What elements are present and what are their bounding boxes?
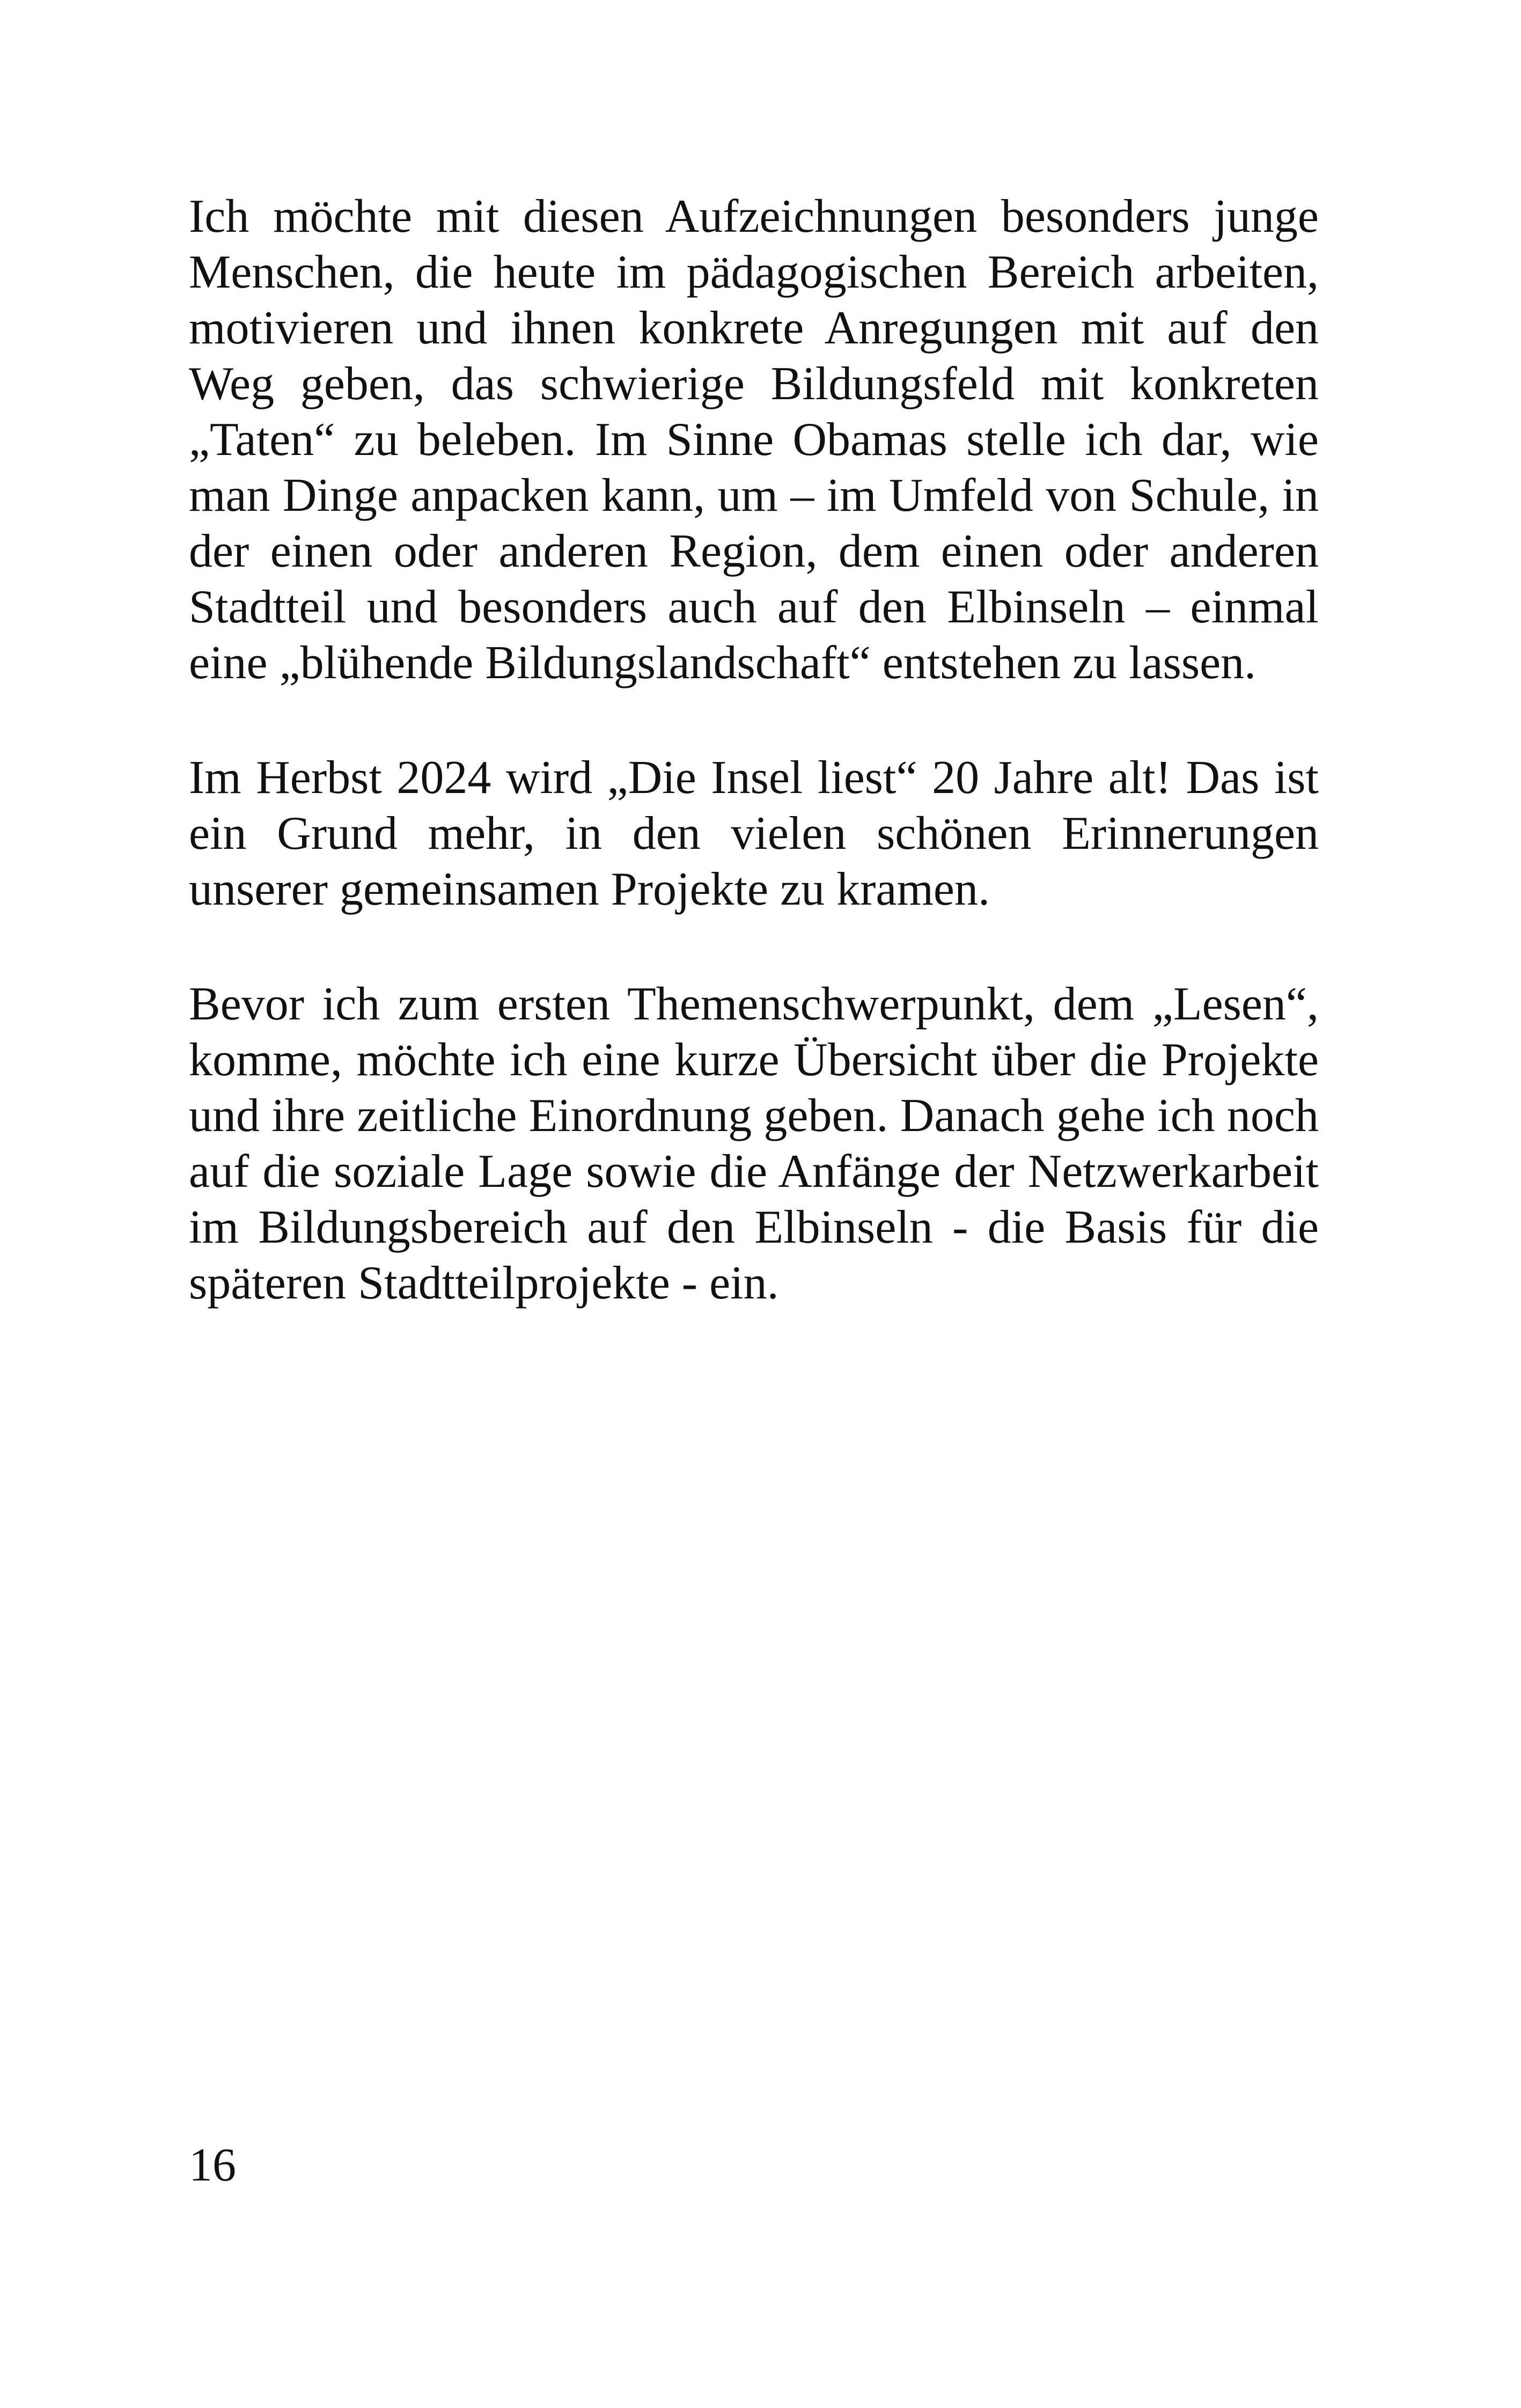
paragraph-3: Bevor ich zum ersten Themenschwerpunkt, dem „Lesen“, komme, möchte ich eine kurze Übersicht über die Projekte und ihre zeitliche Einordnung geben. Danach gehe ich noch auf die soziale Lage sowie die Anfänge der Netzwerkarbeit im Bildungsbereich auf den Elbinseln - die Basis für die späteren Stadtteilprojekte - ein. [189, 978, 1319, 1309]
paragraph-1: Ich möchte mit diesen Aufzeichnungen besonders junge Menschen, die heute im pädagogischen Bereich arbeiten, motivieren und ihnen konkrete Anregungen mit auf den Weg geben, das schwierige Bildungsfeld mit konkreten „Taten“ zu beleben. Im Sinne Obamas stelle ich dar, wie man Dinge anpacken kann, um – im Umfeld von Schule, in der einen oder anderen Region, dem einen oder anderen Stadtteil und besonders auch auf den Elbinseln – einmal eine „blühende Bildungslandschaft“ entstehen zu lassen. [189, 190, 1319, 689]
paragraph-2: Im Herbst 2024 wird „Die Insel liest“ 20 Jahre alt! Das ist ein Grund mehr, in den vielen schönen Erinnerungen unserer gemeinsamen Projekte zu kramen. [189, 752, 1319, 915]
page-number: 16 [189, 2139, 236, 2191]
body-text [189, 189, 1319, 1311]
